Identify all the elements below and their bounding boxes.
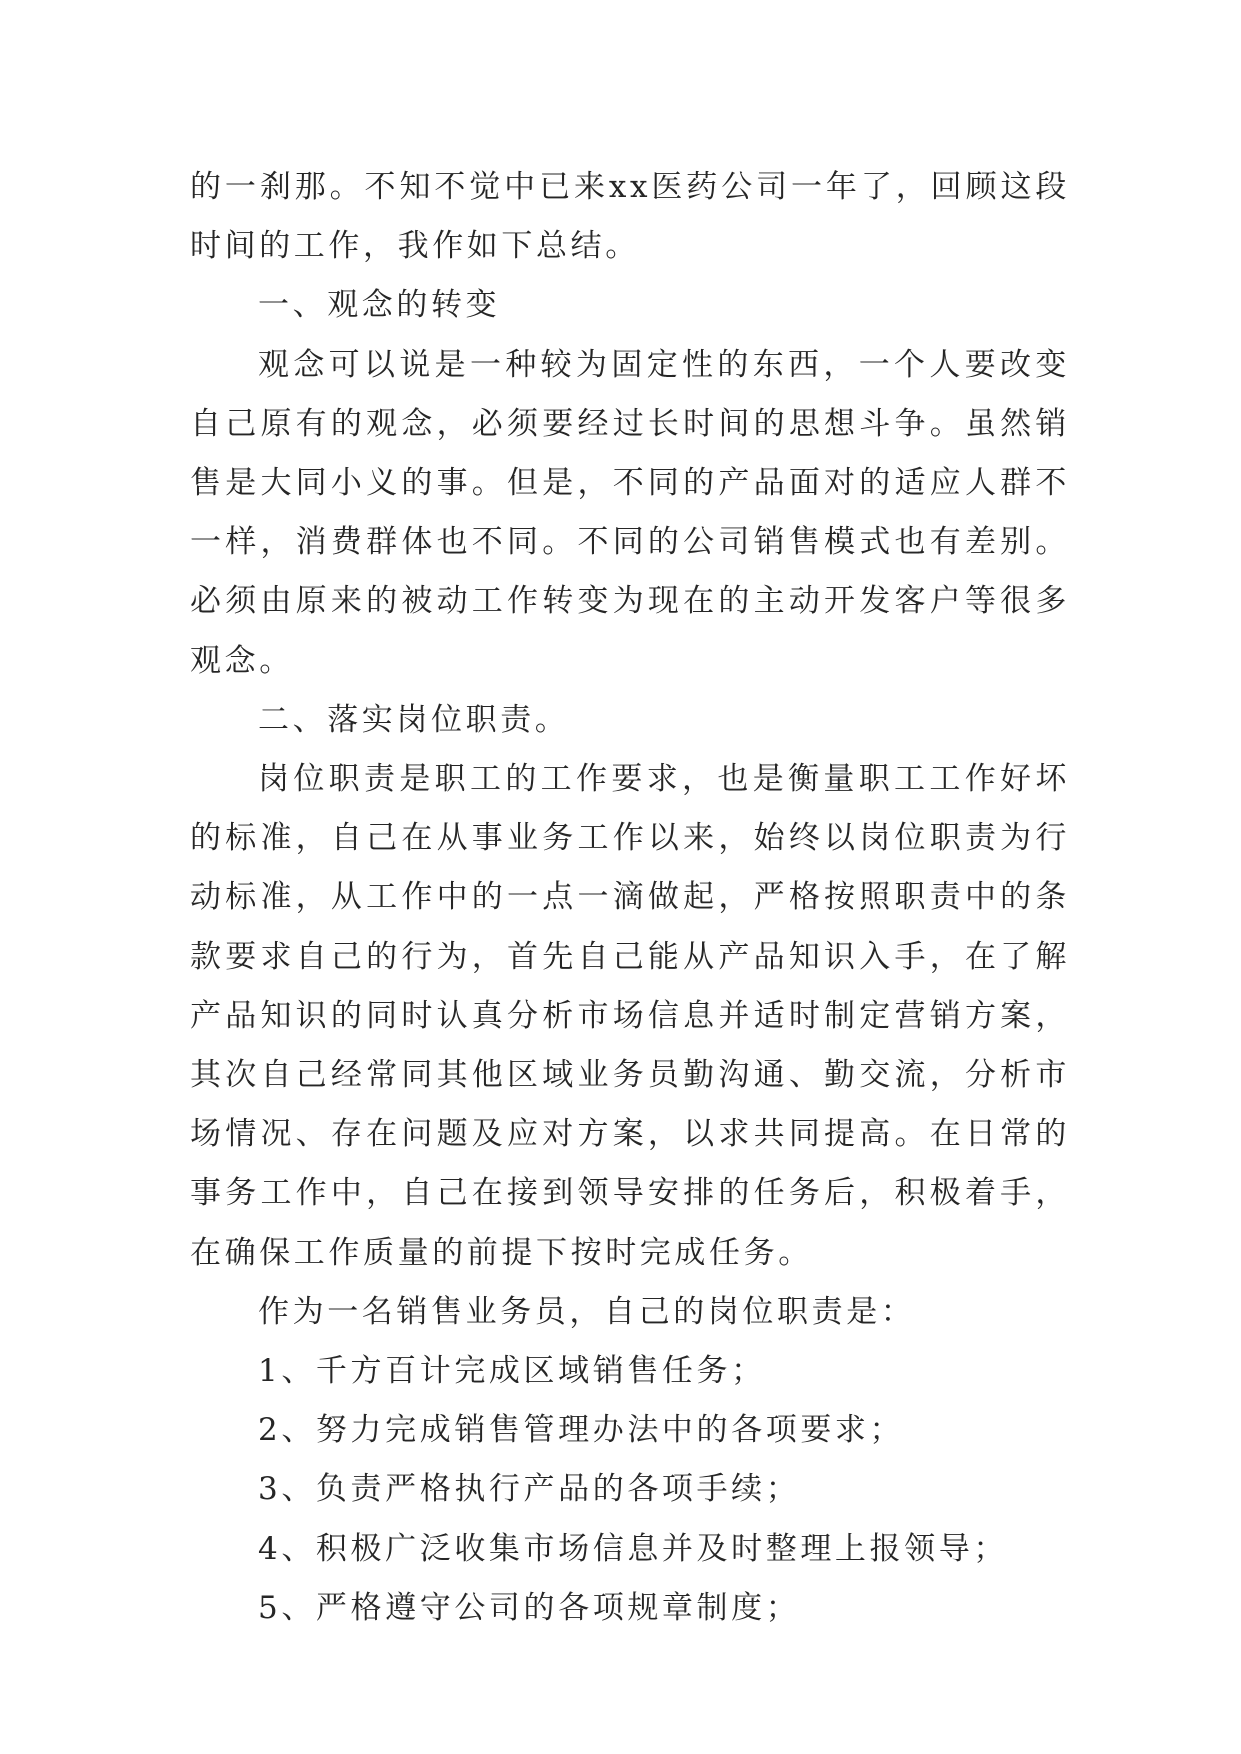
list-item-4: 4、积极广泛收集市场信息并及时整理上报领导；	[258, 1530, 1008, 1567]
document-body	[190, 158, 1070, 1638]
list-item-5: 5、严格遵守公司的各项规章制度；	[258, 1589, 801, 1626]
paragraph-duties-intro: 作为一名销售业务员，自己的岗位职责是：	[258, 1293, 916, 1330]
list-item-1: 1、千方百计完成区域销售任务；	[258, 1353, 766, 1390]
section-heading-2: 二、落实岗位职责。	[258, 701, 570, 738]
section-heading-1: 一、观念的转变	[258, 287, 501, 324]
paragraph-job-duties: 岗位职责是职工的工作要求，也是衡量职工工作好坏的标准，自己在从事业务工作以来，始终以岗位职责为行动标准，从工作中的一点一滴做起，严格按照职责中的条款要求自己的行为，首先自己能从产品知识入手，在了解产品知识的同时认真分析市场信息并适时制定营销方案，其次自己经常同其他区域业务员勤沟通、勤交流，分析市场情况、存在问题及应对方案，以求共同提高。在日常的事务工作中，自己在接到领导安排的任务后，积极着手，在确保工作质量的前提下按时完成任务。	[190, 761, 1070, 1271]
paragraph-continuation: 的一刹那。不知不觉中已来xx医药公司一年了，回顾这段时间的工作，我作如下总结。	[190, 169, 1070, 265]
list-item-2: 2、努力完成销售管理办法中的各项要求；	[258, 1412, 905, 1449]
list-item-3: 3、负责严格执行产品的各项手续；	[258, 1471, 801, 1508]
paragraph-concept-change: 观念可以说是一种较为固定性的东西，一个人要改变自己原有的观念，必须要经过长时间的思想斗争。虽然销售是大同小义的事。但是，不同的产品面对的适应人群不一样，消费群体也不同。不同的公司销售模式也有差别。必须由原来的被动工作转变为现在的主动开发客户等很多观念。	[190, 346, 1070, 679]
